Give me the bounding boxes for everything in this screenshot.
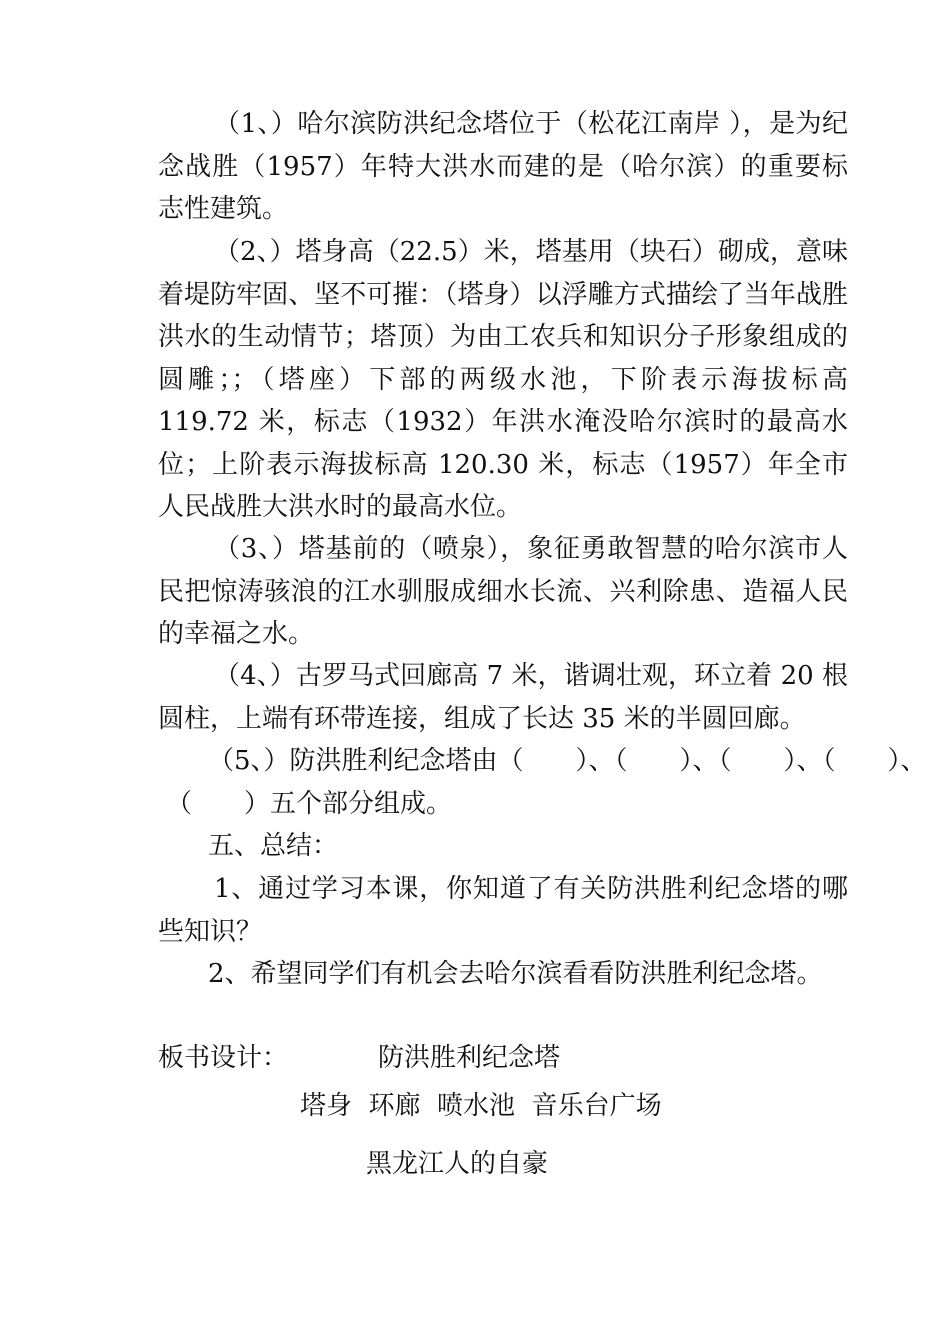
question-5-line-2: （ ）五个部分组成。 — [166, 789, 453, 819]
summary-heading: 五、总结： — [208, 831, 339, 861]
question-2-paragraph: （2、）塔身高（22.5）米，塔基用（块石）砌成，意味着堤防牢固、坚不可摧：（塔身）以浮雕方式描绘了当年战胜洪水的生动情节；塔顶）为由工农兵和知识分子形象组成的圆雕；；（塔座）下部的两级水池，下阶表示海拔标高 119.72 米，标志（1932）年洪水淹没哈尔滨时的最高水位；上阶表示海拔标高 120.30 米，标志（1957）年全市人民战胜大洪水时的最高水位。 — [158, 237, 848, 522]
board-design-label: 板书设计： — [158, 1043, 289, 1073]
question-4-paragraph: （4、）古罗马式回廊高 7 米，谐调壮观，环立着 20 根圆柱，上端有环带连接，组成了长达 35 米的半圆回廊。 — [158, 661, 848, 734]
board-design-parts: 塔身 环廊 喷水池 音乐台广场 — [300, 1091, 662, 1121]
summary-item-1: 1、通过学习本课，你知道了有关防洪胜利纪念塔的哪些知识？ — [158, 874, 848, 947]
board-design-title: 防洪胜利纪念塔 — [378, 1043, 561, 1073]
question-1-paragraph: （1、）哈尔滨防洪纪念塔位于（松花江南岸 ），是为纪念战胜（1957）年特大洪水而建的是（哈尔滨）的重要标志性建筑。 — [158, 109, 848, 224]
board-design-theme: 黑龙江人的自豪 — [366, 1149, 549, 1179]
summary-item-2: 2、希望同学们有机会去哈尔滨看看防洪胜利纪念塔。 — [208, 959, 823, 989]
question-3-paragraph: （3、）塔基前的（喷泉），象征勇敢智慧的哈尔滨市人民把惊涛骇浪的江水驯服成细水长流、兴利除患、造福人民的幸福之水。 — [158, 534, 848, 649]
question-5-line-1: （5、）防洪胜利纪念塔由（ ）、（ ）、（ ）、（ ）、 — [208, 746, 927, 776]
